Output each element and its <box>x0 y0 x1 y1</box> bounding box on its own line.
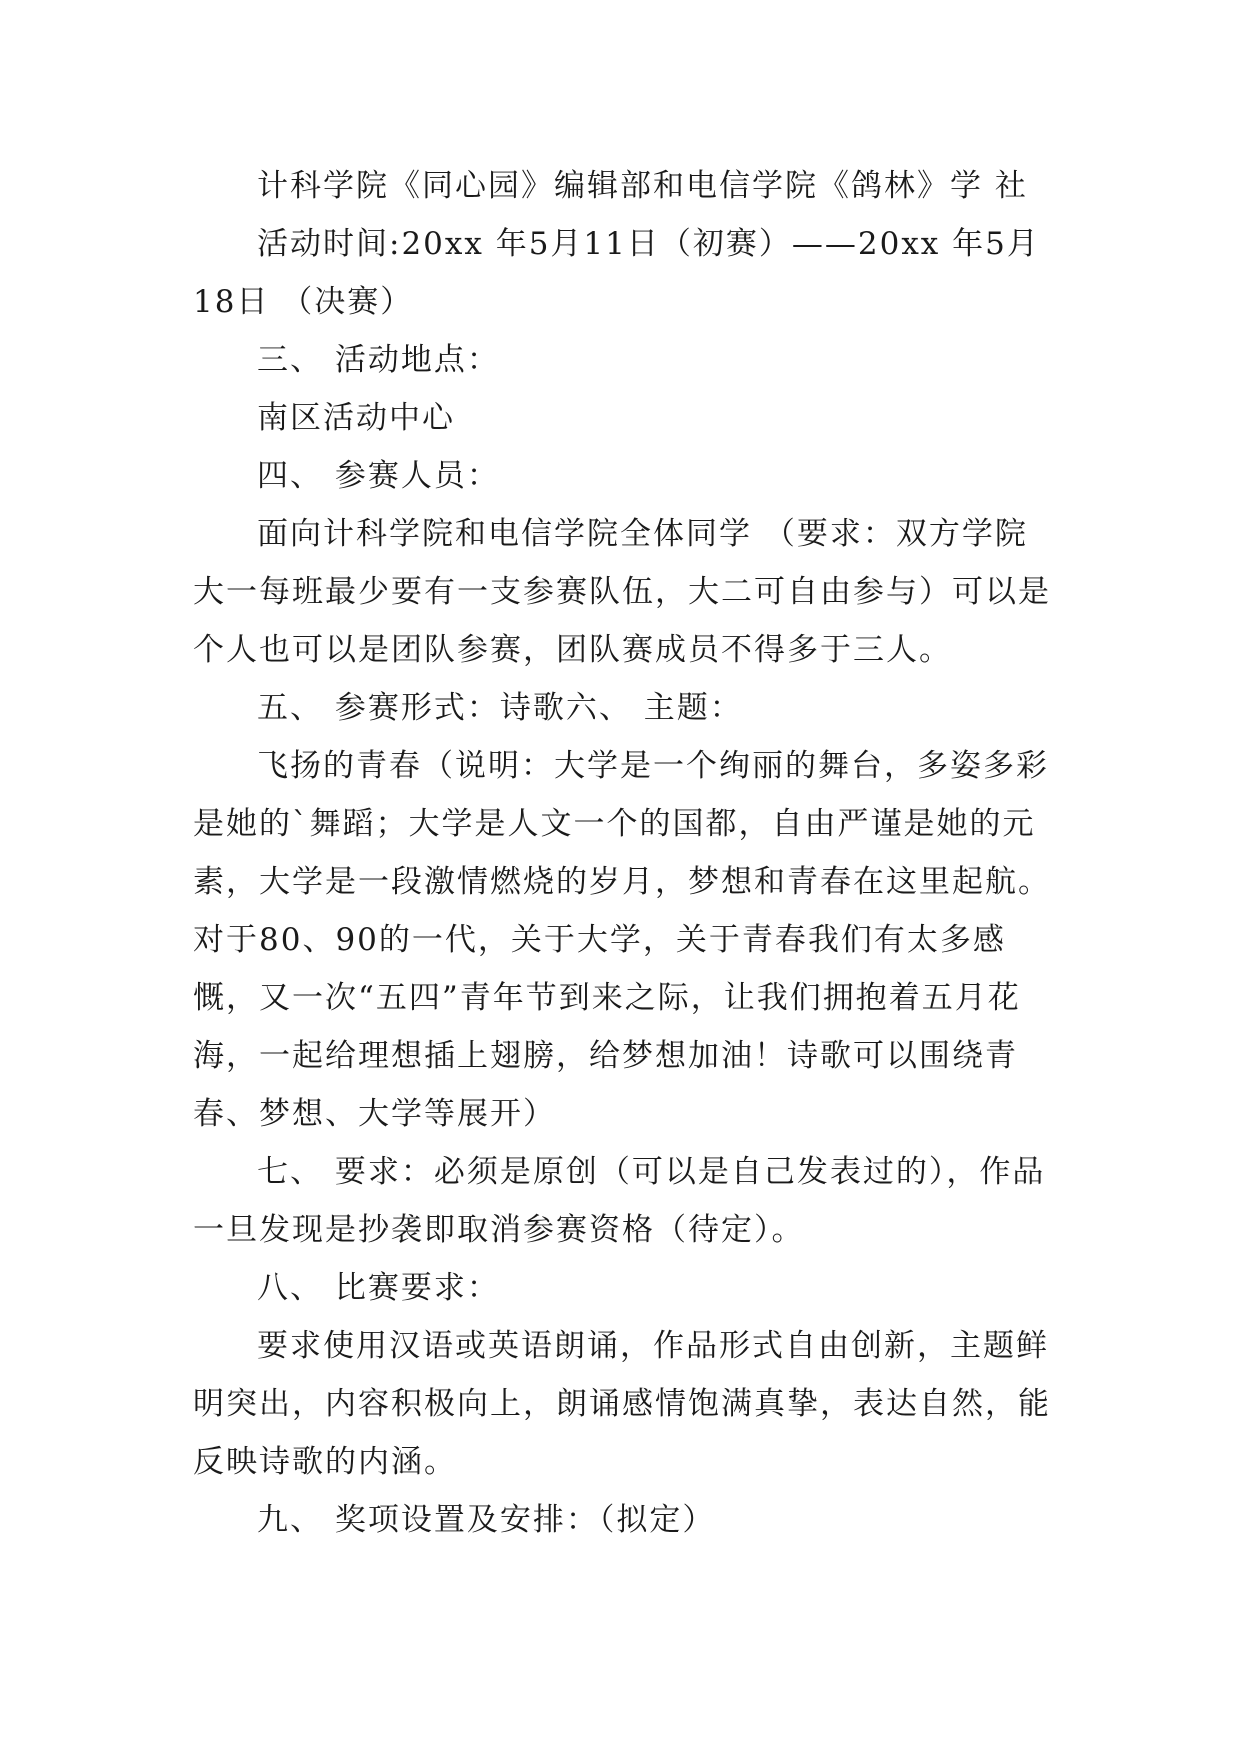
organizer-line: 计科学院《同心园》编辑部和电信学院《鸽林》学 社 <box>257 168 1028 204</box>
activity-location: 南区活动中心 <box>257 400 455 436</box>
document-body <box>193 157 1053 1549</box>
theme-description: 飞扬的青春（说明：大学是一个绚丽的舞台，多姿多彩是她的`舞蹈；大学是人文一个的国都，自由严谨是她的元素，大学是一段激情燃烧的岁月，梦想和青春在这里起航。对于80、90的一代，关于大学，关于青春我们有太多感慨，又一次“五四”青年节到来之际，让我们拥抱着五月花海，一起给理想插上翅膀，给梦想加油！诗歌可以围绕青春、梦想、大学等展开） <box>193 748 1051 1132</box>
section-5-6-heading: 五、 参赛形式：诗歌六、 主题： <box>257 690 743 726</box>
section-4-heading: 四、 参赛人员： <box>257 458 500 494</box>
section-3-heading: 三、 活动地点： <box>257 342 500 378</box>
section-8-heading: 八、 比赛要求： <box>257 1270 500 1306</box>
activity-time: 活动时间:20xx 年5月11日（初赛）——20xx 年5月18日 （决赛） <box>193 226 1040 320</box>
section-7-requirements: 七、 要求：必须是原创（可以是自己发表过的），作品一旦发现是抄袭即取消参赛资格（待定）。 <box>193 1154 1046 1248</box>
participants-description: 面向计科学院和电信学院全体同学 （要求：双方学院大一每班最少要有一支参赛队伍，大二可自由参与）可以是个人也可以是团队参赛，团队赛成员不得多于三人。 <box>193 516 1051 668</box>
section-9-heading: 九、 奖项设置及安排：（拟定） <box>257 1502 716 1538</box>
competition-requirements: 要求使用汉语或英语朗诵，作品形式自由创新，主题鲜明突出，内容积极向上，朗诵感情饱满真挚，表达自然，能反映诗歌的内涵。 <box>193 1328 1051 1480</box>
